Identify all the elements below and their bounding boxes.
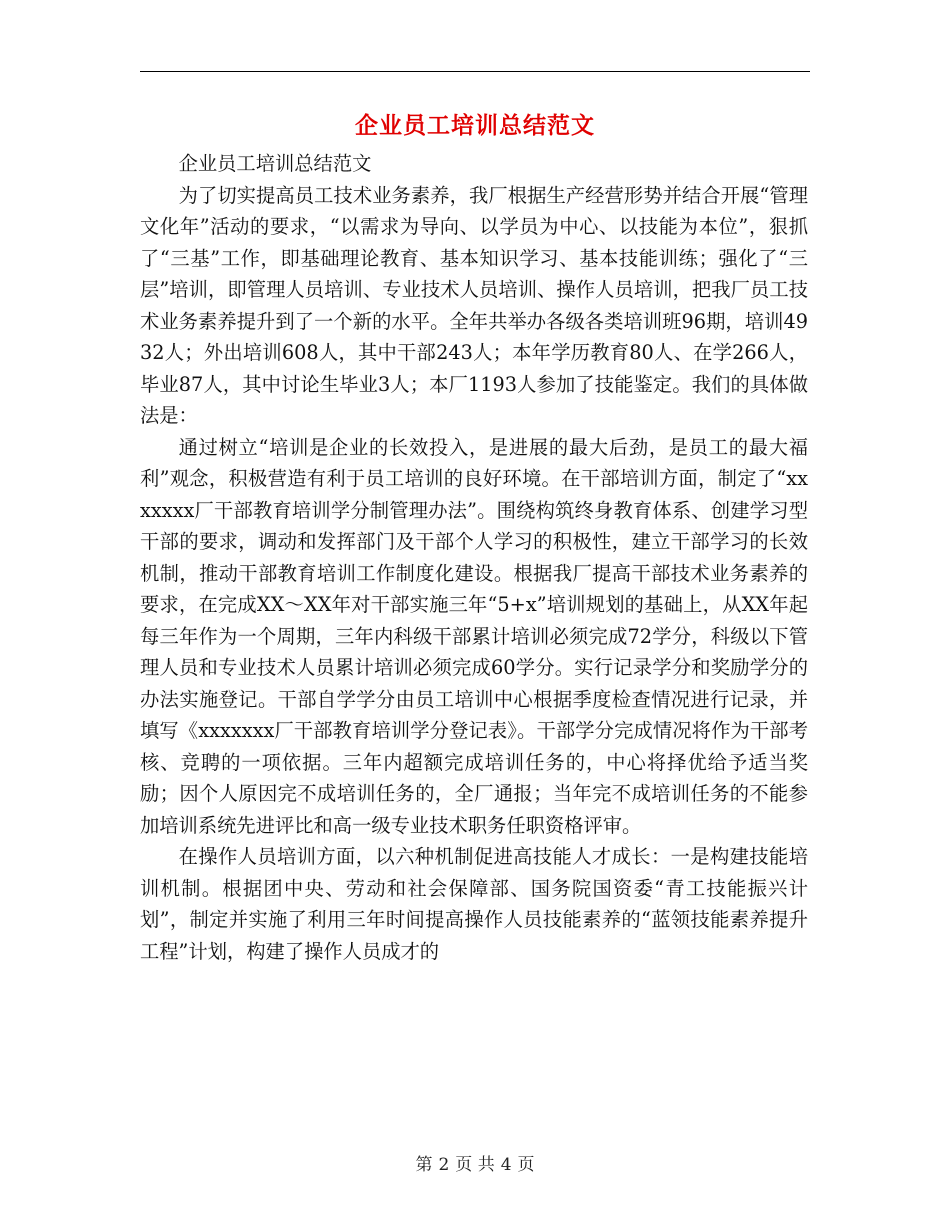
paragraph-cadre-training: 通过树立“培训是企业的长效投入，是进展的最大后劲，是员工的最大福利”观念，积极营造有利于员工培训的良好环境。在干部培训方面，制定了“xxxxxxx厂干部教育培训学分制管理办法”。围绕构筑终身教育体系、创建学习型干部的要求，调动和发挥部门及干部个人学习的积极性，建立干部学习的长效机制，推动干部教育培训工作制度化建设。根据我厂提高干部技术业务素养的要求，在完成XX～XX年对干部实施三年“5+x”培训规划的基础上，从XX年起每三年作为一个周期，三年内科级干部累计培训必须完成72学分，科级以下管理人员和专业技术人员累计培训必须完成60学分。实行记录学分和奖励学分的办法实施登记。干部自学学分由员工培训中心根据季度检查情况进行记录，并填写《xxxxxxx厂干部教育培训学分登记表》。干部学分完成情况将作为干部考核、竞聘的一项依据。三年内超额完成培训任务的，中心将择优给予适当奖励；因个人原因完不成培训任务的，全厂通报；当年完不成培训任务的不能参加培训系统先进评比和高一级专业技术职务任职资格评审。: [140, 435, 808, 837]
footer-suffix: 页: [517, 1155, 535, 1175]
footer-prefix: 第: [415, 1155, 433, 1175]
paragraph-intro: 为了切实提高员工技术业务素养，我厂根据生产经营形势并结合开展“管理文化年”活动的要求，“以需求为导向、以学员为中心、以技能为本位”，狠抓了“三基”工作，即基础理论教育、基本知识学习、基本技能训练；强化了“三层”培训，即管理人员培训、专业技术人员培训、操作人员培训，把我厂员工技术业务素养提升到了一个新的水平。全年共举办各级各类培训班96期，培训4932人；外出培训608人，其中干部243人；本年学历教育80人、在学266人，毕业87人，其中讨论生毕业3人；本厂1193人参加了技能鉴定。我们的具体做法是：: [140, 183, 808, 427]
document-title: 企业员工培训总结范文: [355, 113, 595, 139]
footer-total-pages: 4: [500, 1155, 512, 1175]
document-body: [140, 148, 808, 967]
page-footer: [0, 1153, 950, 1177]
footer-middle: 页 共: [455, 1155, 495, 1175]
footer-page-number: 2: [438, 1155, 450, 1175]
paragraph-subtitle: 企业员工培训总结范文: [178, 152, 372, 175]
header-rule: [140, 71, 810, 72]
paragraph-operator-training: 在操作人员培训方面，以六种机制促进高技能人才成长：一是构建技能培训机制。根据团中央、劳动和社会保障部、国务院国资委“青工技能振兴计划”，制定并实施了利用三年时间提高操作人员技能素养的“蓝领技能素养提升工程”计划，构建了操作人员成才的: [140, 845, 808, 963]
